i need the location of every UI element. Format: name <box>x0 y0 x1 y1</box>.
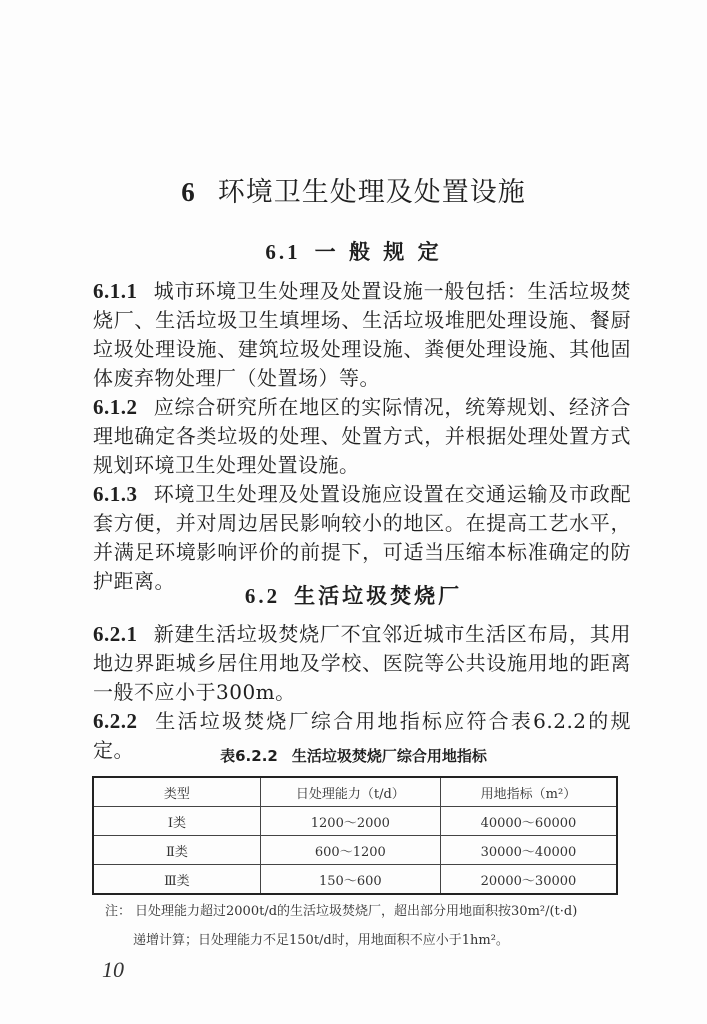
table-cell: 1200～2000 <box>260 807 440 836</box>
table-row <box>93 807 617 836</box>
chapter-title <box>0 170 707 209</box>
chapter-title-text: 环境卫生处理及处置设施 <box>217 177 526 208</box>
table-row <box>93 836 617 865</box>
table-header-cell: 类型 <box>93 777 260 807</box>
note-line-1 <box>105 897 625 926</box>
section-title-6-1 <box>0 236 707 266</box>
table-title: 生活垃圾焚烧厂综合用地指标 <box>291 747 487 765</box>
table-number: 表6.2.2 <box>220 747 278 765</box>
table-caption <box>0 745 707 766</box>
page-number: 10 <box>102 957 124 982</box>
section-title-text: 一 般 规 定 <box>314 240 442 264</box>
table-cell: 30000～40000 <box>440 836 617 865</box>
clause-text: 新建生活垃圾焚烧厂不宜邻近城市生活区布局，其用地边界距城乡居住用地及学校、医院等公共设施用地的距离一般不应小于300m。 <box>93 622 631 704</box>
table-header-cell: 日处理能力（t/d） <box>260 777 440 807</box>
clause-text: 应综合研究所在地区的实际情况，统筹规划、经济合理地确定各类垃圾的处理、处置方式，并根据处理处置方式规划环境卫生处理处置设施。 <box>93 395 631 477</box>
land-use-table <box>92 776 618 895</box>
clause-6-1-3 <box>93 480 631 596</box>
chapter-number: 6 <box>181 177 196 207</box>
table-row <box>93 865 617 895</box>
clause-text: 生活垃圾焚烧厂综合用地指标应符合表6.2.2的规定。 <box>93 709 631 762</box>
clause-text: 环境卫生处理及处置设施应设置在交通运输及市政配套方便，并对周边居民影响较小的地区。在提高工艺水平，并满足环境影响评价的前提下，可适当压缩本标准确定的防护距离。 <box>93 482 631 593</box>
clause-6-1-1 <box>93 277 631 393</box>
table-cell: 20000～30000 <box>440 865 617 895</box>
note-label: 注： <box>105 904 132 919</box>
table-cell: Ⅱ类 <box>93 836 260 865</box>
section-title-6-2 <box>0 580 707 610</box>
section-number: 6.2 <box>244 584 281 608</box>
note-line-2: 递增计算；日处理能力不足150t/d时，用地面积不应小于1hm²。 <box>133 933 509 948</box>
table-cell: Ⅲ类 <box>93 865 260 895</box>
table-cell: Ⅰ类 <box>93 807 260 836</box>
table-cell: 600～1200 <box>260 836 440 865</box>
clause-text: 城市环境卫生处理及处置设施一般包括：生活垃圾焚烧厂、生活垃圾卫生填埋场、生活垃圾堆肥处理设施、餐厨垃圾处理设施、建筑垃圾处理设施、粪便处理设施、其他固体废弃物处理厂（处置场）等。 <box>93 279 631 390</box>
clause-number: 6.1.2 <box>93 395 138 419</box>
clause-6-1-2 <box>93 393 631 480</box>
table-header-row <box>93 777 617 807</box>
clause-number: 6.2.1 <box>93 622 138 646</box>
clause-number: 6.2.2 <box>93 709 138 733</box>
section-number: 6.1 <box>265 240 301 264</box>
clause-number: 6.1.3 <box>93 482 138 506</box>
note-text: 日处理能力超过2000t/d的生活垃圾焚烧厂，超出部分用地面积按30m²/(t·d) <box>135 904 578 919</box>
clause-6-2-1 <box>93 620 631 707</box>
table-header-cell: 用地指标（m²） <box>440 777 617 807</box>
section-title-text: 生活垃圾焚烧厂 <box>294 584 463 608</box>
table-cell: 150～600 <box>260 865 440 895</box>
table-cell: 40000～60000 <box>440 807 617 836</box>
clause-number: 6.1.1 <box>93 279 138 303</box>
table-note <box>105 897 625 955</box>
